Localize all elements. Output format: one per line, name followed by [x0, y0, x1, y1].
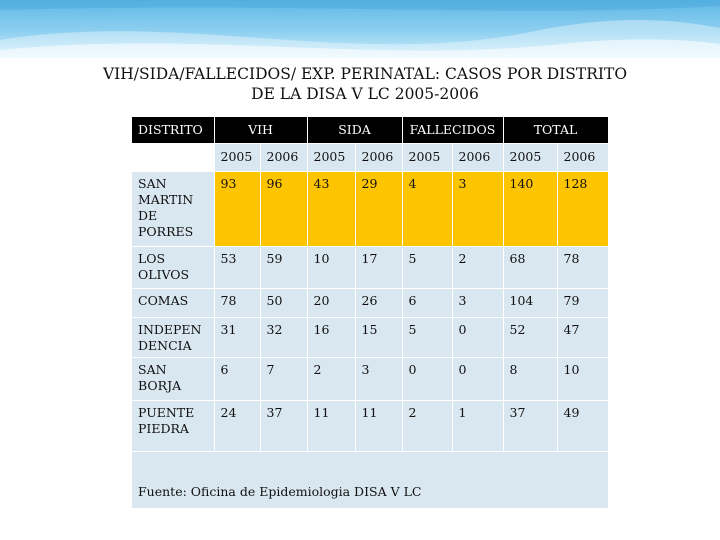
district-name: LOS OLIVOS: [132, 247, 214, 289]
district-name: PUENTE PIEDRA: [132, 401, 214, 452]
year-header-blank: [132, 144, 214, 172]
year-header: 2006: [260, 144, 307, 172]
page-title-line1: VIH/SIDA/FALLECIDOS/ EXP. PERINATAL: CASOS POR DISTRITO: [102, 65, 628, 83]
table-cell: 43: [307, 172, 355, 247]
table-cell: 59: [260, 247, 307, 289]
page-title: [40, 64, 690, 104]
table-cell: 50: [260, 289, 307, 318]
year-header: 2005: [503, 144, 557, 172]
table-cell: 32: [260, 318, 307, 358]
table-row: [132, 289, 608, 318]
table-cell: 1: [452, 401, 503, 452]
table-cell: 17: [355, 247, 402, 289]
table-cell: 8: [503, 358, 557, 401]
table-cell: 68: [503, 247, 557, 289]
table-cell: 10: [557, 358, 608, 401]
district-name: INDEPEN DENCIA: [132, 318, 214, 358]
table-cell: 53: [214, 247, 260, 289]
year-header: 2006: [452, 144, 503, 172]
table-cell: 10: [307, 247, 355, 289]
year-header: 2005: [402, 144, 452, 172]
table-cell: 78: [557, 247, 608, 289]
table-cell: 93: [214, 172, 260, 247]
header-fallecidos: FALLECIDOS: [402, 117, 503, 144]
table-cell: 7: [260, 358, 307, 401]
table-cell: 16: [307, 318, 355, 358]
table-cell: 11: [355, 401, 402, 452]
page-title-line2: DE LA DISA V LC 2005-2006: [251, 85, 479, 103]
table-cell: 3: [355, 358, 402, 401]
table-row: [132, 358, 608, 401]
table-cell: 24: [214, 401, 260, 452]
table-cell: 47: [557, 318, 608, 358]
table-cell: 3: [452, 289, 503, 318]
table-cell: 3: [452, 172, 503, 247]
table-cell: 52: [503, 318, 557, 358]
table-cell: 79: [557, 289, 608, 318]
table-cell: 26: [355, 289, 402, 318]
table-cell: 6: [214, 358, 260, 401]
table-cell: 5: [402, 318, 452, 358]
header-banner: [0, 0, 720, 58]
header-vih: VIH: [214, 117, 307, 144]
table-cell: 2: [307, 358, 355, 401]
table-cell: 29: [355, 172, 402, 247]
header-total: TOTAL: [503, 117, 608, 144]
table-cell: 15: [355, 318, 402, 358]
year-header-row: [132, 144, 608, 172]
header-sida: SIDA: [307, 117, 402, 144]
table-cell: 78: [214, 289, 260, 318]
footnote-row: [132, 452, 608, 509]
table-cell: 128: [557, 172, 608, 247]
table-row: [132, 318, 608, 358]
table-row: [132, 247, 608, 289]
table-cell: 49: [557, 401, 608, 452]
table-cell: 2: [452, 247, 503, 289]
table-cell: 20: [307, 289, 355, 318]
group-header-row: [132, 117, 608, 144]
table-cell: 4: [402, 172, 452, 247]
table-cell: 2: [402, 401, 452, 452]
district-name: SAN MARTIN DE PORRES: [132, 172, 214, 247]
table-cell: 0: [402, 358, 452, 401]
table-cell: 0: [452, 358, 503, 401]
table-row: [132, 172, 608, 247]
table-cell: 31: [214, 318, 260, 358]
table-cell: 0: [452, 318, 503, 358]
header-distrito: DISTRITO: [132, 117, 214, 144]
table-cell: 140: [503, 172, 557, 247]
table-cell: 96: [260, 172, 307, 247]
table-cell: 5: [402, 247, 452, 289]
table-cell: 11: [307, 401, 355, 452]
district-name: COMAS: [132, 289, 214, 318]
year-header: 2006: [557, 144, 608, 172]
year-header: 2006: [355, 144, 402, 172]
source-footnote: Fuente: Oficina de Epidemiologia DISA V LC: [132, 452, 608, 509]
cases-table: [132, 117, 609, 509]
table-cell: 6: [402, 289, 452, 318]
year-header: 2005: [214, 144, 260, 172]
table-cell: 104: [503, 289, 557, 318]
wave-decoration: [0, 0, 720, 58]
cases-table-container: [132, 117, 608, 509]
table-row: [132, 401, 608, 452]
table-cell: 37: [260, 401, 307, 452]
table-cell: 37: [503, 401, 557, 452]
district-name: SAN BORJA: [132, 358, 214, 401]
year-header: 2005: [307, 144, 355, 172]
